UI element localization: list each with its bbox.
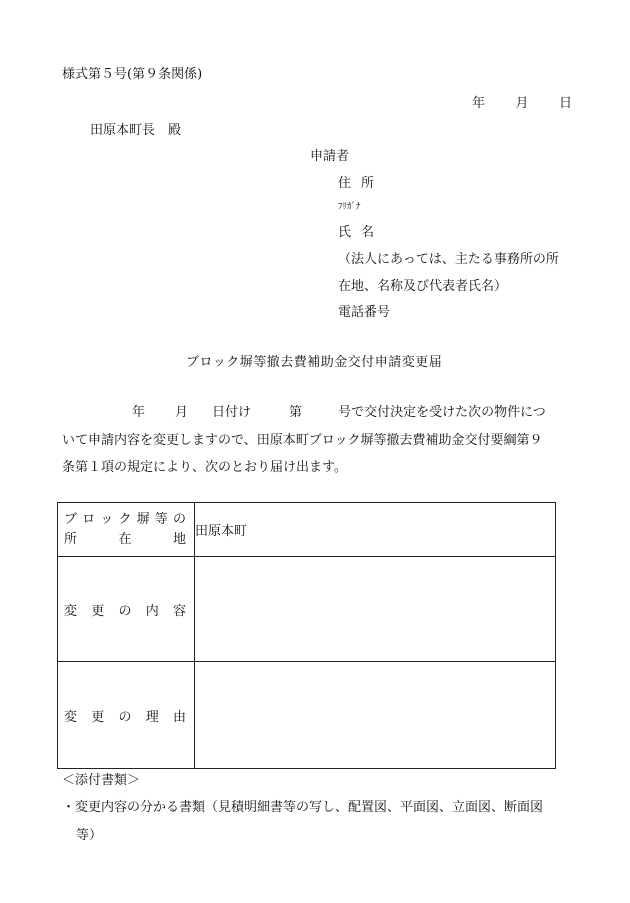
body-line-1 [132,406,546,419]
location-label-row1: ブ ロ ッ ク 塀 等 の [64,511,186,527]
date-line [472,97,572,110]
attachment-item-line1: ・変更内容の分かる書類（見積明細書等の写し、配置図、平面図、立面図、断面図 [62,800,544,815]
location-value: 田原本町 [195,524,248,539]
corporate-note-line2: 在地、名称及び代表者氏名） [338,279,508,294]
date-year: 年 [472,96,486,111]
change-reason-value-cell[interactable] [195,662,556,769]
date-month: 月 [515,96,529,111]
body-number-prefix: 第 [289,405,303,420]
furigana-label: ﾌﾘｶﾞﾅ [338,202,361,212]
change-reason-label-cell: 変 更 の 理 由 [58,662,195,769]
change-content-label-cell: 変 更 の 内 容 [58,557,195,662]
body-year: 年 [132,405,146,420]
body-date-suffix: 日付け [212,405,252,420]
location-value-cell[interactable] [195,503,556,557]
name-label: 氏名 [338,225,385,240]
body-month: 月 [175,405,189,420]
body-line1-rest: 号で交付決定を受けた次の物件につ [338,405,546,420]
applicant-heading: 申請者 [310,149,350,164]
change-details-table [57,502,556,769]
phone-label: 電話番号 [338,305,391,320]
address-label: 住所 [338,176,385,191]
location-label-row2: 所 在 地 [64,531,186,547]
document-title: ブロック塀等撤去費補助金交付申請変更届 [186,355,443,370]
attachment-item-line2: 等） [76,828,103,843]
attachments-heading: ＜添付書類＞ [62,773,141,788]
addressee: 田原本町長 殿 [90,123,182,138]
table-row [58,557,556,662]
date-day: 日 [558,96,572,111]
body-line-3: 条第１項の規定により、次のとおり届け出ます。 [62,460,347,475]
form-number: 様式第５号(第９条関係) [62,67,203,82]
change-content-value-cell[interactable] [195,557,556,662]
body-line-2: いて申請内容を変更しますので、田原本町ブロック塀等撤去費補助金交付要綱第９ [62,433,543,448]
table-row [58,503,556,557]
table-row [58,662,556,769]
corporate-note-line1: （法人にあっては、主たる事務所の所 [338,252,559,267]
location-label-cell [58,503,195,557]
